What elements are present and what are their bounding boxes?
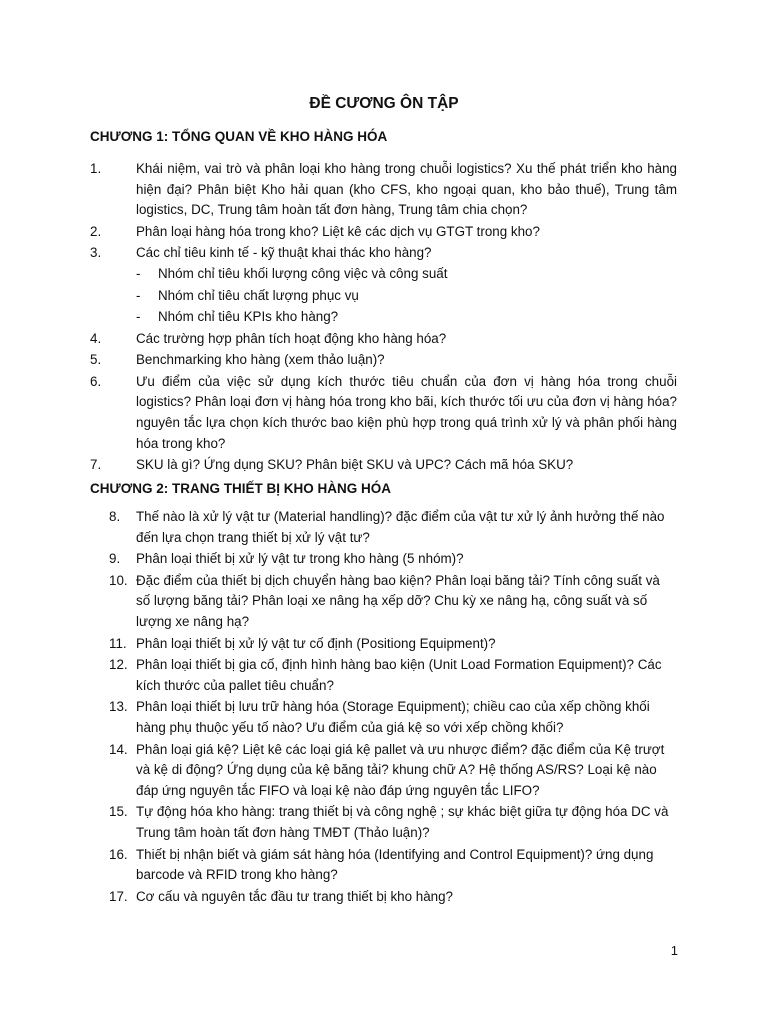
item-text: Các trường hợp phân tích hoạt động kho hàng hóa? (136, 330, 447, 346)
list-item (0, 549, 768, 570)
sub-list-item (136, 286, 677, 307)
list-item (0, 159, 768, 221)
chapter-2-heading: CHƯƠNG 2: TRANG THIẾT BỊ KHO HÀNG HÓA (90, 481, 391, 496)
item-number: 8. (109, 509, 121, 524)
sub-item-text: Nhóm chỉ tiêu chất lượng phục vụ (158, 287, 359, 303)
list-item (0, 634, 768, 655)
list-item (0, 455, 768, 476)
list-item (0, 887, 768, 908)
item-number: 11. (109, 635, 127, 651)
item-text: Phân loại thiết bị gia cố, định hình hàng bao kiện (Unit Load Formation Equipment)? Các kích thước của pallet tiêu chuẩn? (136, 657, 662, 693)
item-number: 10. (109, 572, 128, 588)
page-number: 1 (670, 943, 678, 958)
item-number: 6. (90, 373, 102, 389)
document-title: ĐỀ CƯƠNG ÔN TẬP (309, 95, 459, 112)
item-text: Ưu điểm của việc sử dụng kích thước tiêu chuẩn của đơn vị hàng hóa trong chuỗi logistics? Phân loại đơn vị hàng hóa trong kho bãi, kích thước tối ưu của đơn vị hàng hóa? nguyên tắc lựa chọn kích thước bao kiện phù hợp trong quá trình xử lý và phân phối hàng hóa trong kho? (136, 373, 677, 451)
item-text: SKU là gì? Ứng dụng SKU? Phân biệt SKU và UPC? Cách mã hóa SKU? (136, 457, 574, 473)
dash-bullet: - (136, 309, 141, 325)
item-text: Thiết bị nhận biết và giám sát hàng hóa (Identifying and Control Equipment)? ứng dụng barcode và RFID trong kho hàng? (136, 846, 654, 883)
list-item (0, 329, 768, 350)
item-number: 17. (109, 888, 128, 904)
item-number: 3. (90, 245, 102, 261)
item-number: 12. (109, 657, 128, 673)
item-text: Benchmarking kho hàng (xem thảo luận)? (136, 352, 385, 368)
sub-item-text: Nhóm chỉ tiêu KPIs kho hàng? (158, 309, 339, 325)
list-item (0, 372, 768, 455)
list-item (0, 845, 768, 886)
item-text: Khái niệm, vai trò và phân loại kho hàng trong chuỗi logistics? Xu thế phát triển kho hàng hiện đại? Phân biệt Kho hải quan (kho CFS, kho ngoại quan, kho bảo thuế), Trung tâm logistics, DC, Trung tâm hoàn tất đơn hàng, Trung tâm chia chọn? (136, 161, 677, 218)
sub-list-item (136, 307, 677, 328)
item-number: 4. (90, 330, 102, 346)
item-number: 16. (109, 846, 128, 862)
list-item (0, 571, 768, 633)
list-item (0, 697, 768, 738)
item-number: 9. (109, 551, 121, 567)
item-number: 2. (90, 223, 102, 239)
item-number: 5. (90, 352, 102, 368)
sub-list (136, 264, 677, 328)
item-text: Thế nào là xử lý vật tư (Material handling)? đặc điểm của vật tư xử lý ảnh hưởng thế nào đến lựa chọn trang thiết bị xử lý vật tư? (136, 509, 665, 545)
item-text: Phân loại thiết bị lưu trữ hàng hóa (Storage Equipment); chiều cao của xếp chồng khối hàng phụ thuộc yếu tố nào? Ưu điểm của giá kệ so với xếp chồng khối? (136, 699, 650, 736)
item-text: Phân loại thiết bị xử lý vật tư cố định (Positiong Equipment)? (136, 635, 496, 651)
item-number: 15. (109, 804, 128, 820)
list-item (0, 350, 768, 371)
item-number: 7. (90, 457, 102, 473)
item-text: Phân loại thiết bị xử lý vật tư trong kho hàng (5 nhóm)? (136, 551, 464, 567)
list-item (0, 802, 768, 843)
list-item (0, 222, 768, 243)
list-item (0, 740, 768, 802)
chapter-1-heading: CHƯƠNG 1: TỔNG QUAN VỀ KHO HÀNG HÓA (90, 129, 388, 144)
list-item (0, 243, 768, 327)
item-number: 1. (90, 161, 102, 176)
item-text: Cơ cấu và nguyên tắc đầu tư trang thiết bị kho hàng? (136, 888, 454, 904)
item-number: 14. (109, 741, 128, 757)
sub-list-item (136, 264, 677, 285)
item-text: Phân loại hàng hóa trong kho? Liệt kê các dịch vụ GTGT trong kho? (136, 223, 540, 239)
dash-bullet: - (136, 287, 141, 303)
item-number: 13. (109, 699, 128, 715)
list-item (0, 655, 768, 696)
item-text: Đặc điểm của thiết bị dịch chuyển hàng bao kiện? Phân loại băng tải? Tính công suất và số lượng băng tải? Phân loại xe nâng hạ xếp dỡ? Chu kỳ xe nâng hạ, công suất và số lượng xe nâng hạ? (136, 572, 660, 630)
sub-item-text: Nhóm chỉ tiêu khối lượng công việc và công suất (158, 266, 448, 282)
list-item (0, 507, 768, 548)
item-text: Tự động hóa kho hàng: trang thiết bị và công nghệ ; sự khác biệt giữa tự động hóa DC và Trung tâm hoàn tất đơn hàng TMĐT (Thảo luận)? (136, 804, 669, 841)
chapter-1-question-list (0, 159, 768, 477)
chapter-2-question-list (0, 507, 768, 908)
dash-bullet: - (136, 266, 141, 282)
item-text: Các chỉ tiêu kinh tế - kỹ thuật khai thác kho hàng? (136, 245, 432, 261)
item-text: Phân loại giá kệ? Liệt kê các loại giá kệ pallet và ưu nhược điểm? đặc điểm của Kệ trượt và kệ di động? Ứng dụng của kệ băng tải? khung chữ A? Hệ thống AS/RS? Loại kệ nào đáp ứng nguyên tắc FIFO và loại kệ nào đáp ứng nguyên tắc LIFO? (136, 741, 665, 798)
